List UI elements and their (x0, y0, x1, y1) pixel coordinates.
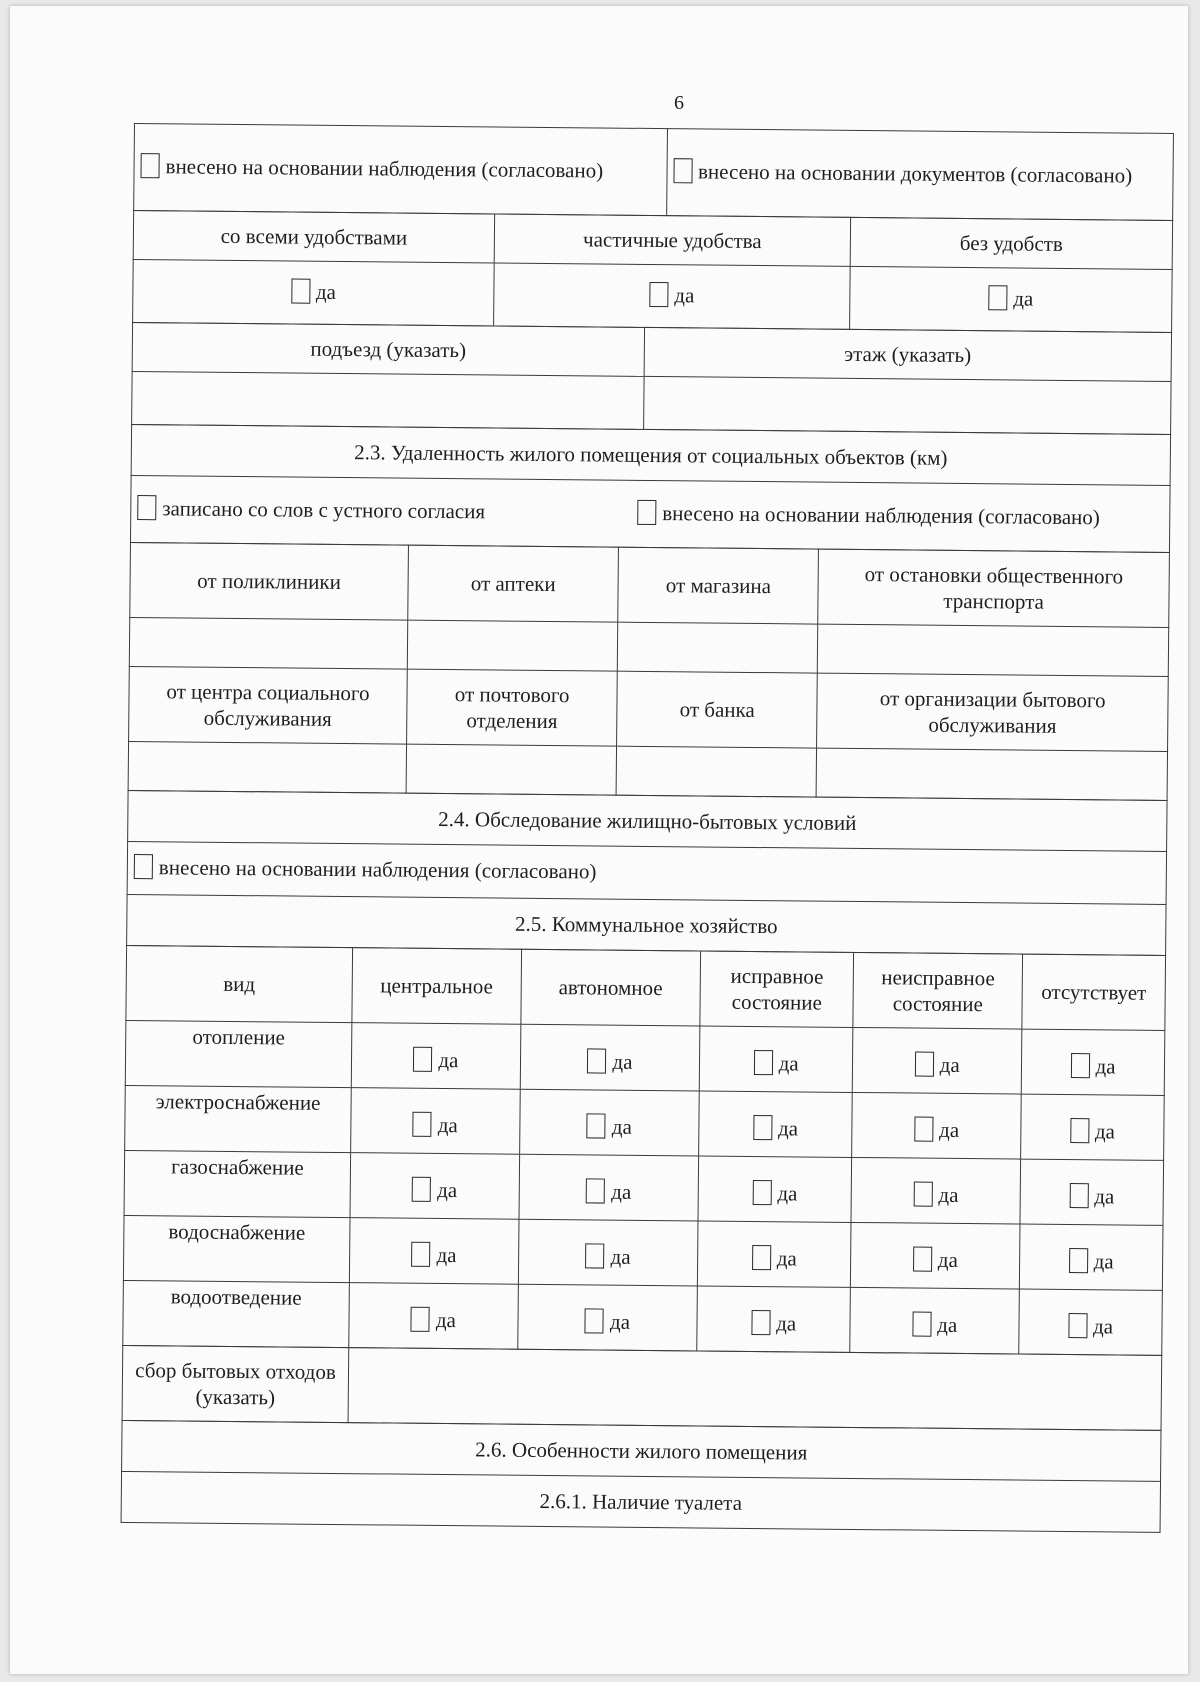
utility-row-label: отопление (125, 1020, 352, 1087)
survey-form (121, 124, 1174, 1533)
oral-consent-label: записано со слов с устного согласия (162, 496, 486, 524)
utility-row (123, 1280, 1163, 1355)
utility-row (124, 1150, 1164, 1225)
utility-option-cell (520, 1024, 700, 1091)
yes-label: да (436, 1243, 457, 1268)
consent-documents-label: внесено на основании документов (согласовано) (697, 159, 1133, 188)
yes-label: да (1094, 1184, 1115, 1209)
yes-label: да (611, 1179, 632, 1204)
distance-header-bank: от банка (617, 671, 818, 748)
entrance-label: подъезд (указать) (132, 322, 644, 376)
utility-checkbox[interactable] (585, 1308, 604, 1333)
utility-checkbox[interactable] (1068, 1313, 1087, 1338)
utility-checkbox[interactable] (1069, 1183, 1088, 1208)
utility-option-cell (699, 1091, 853, 1157)
utilities-col-broken: неисправное состояние (853, 952, 1023, 1029)
utility-option-cell (519, 1089, 699, 1156)
utility-option-cell (518, 1284, 698, 1351)
utility-checkbox[interactable] (754, 1050, 773, 1075)
section-2-4-table (126, 790, 1167, 956)
utility-option-cell (851, 1222, 1020, 1289)
utility-checkbox[interactable] (411, 1242, 430, 1267)
distance-header-clinic: от поликлиники (130, 542, 409, 620)
utility-checkbox[interactable] (912, 1311, 931, 1336)
distance-table (128, 542, 1170, 801)
entrance-floor-table (131, 322, 1172, 435)
utility-option-cell (853, 1027, 1022, 1094)
utility-option-cell (851, 1157, 1020, 1224)
utility-checkbox[interactable] (753, 1115, 772, 1140)
distance-clinic-input[interactable] (129, 617, 407, 669)
yes-label: да (674, 283, 695, 308)
distance-header-pharmacy: от аптеки (408, 545, 619, 622)
yes-label: да (938, 1182, 959, 1208)
utility-row-label: водоснабжение (123, 1215, 350, 1282)
utility-checkbox[interactable] (413, 1047, 432, 1072)
utility-row (125, 1020, 1165, 1095)
yes-label: да (612, 1049, 633, 1074)
distance-header-transport-stop: от остановки общественного транспорта (818, 549, 1169, 627)
utility-checkbox[interactable] (752, 1180, 771, 1205)
yes-label: да (1013, 286, 1034, 311)
utilities-table (122, 945, 1166, 1356)
amenities-header-partial: частичные удобства (494, 214, 850, 266)
yes-label: да (939, 1052, 960, 1078)
utility-option-cell (351, 1088, 520, 1155)
yes-label: да (776, 1311, 797, 1336)
utilities-col-type: вид (126, 945, 353, 1022)
utility-checkbox[interactable] (913, 1246, 932, 1271)
consent-observation-checkbox[interactable] (140, 153, 159, 178)
utility-option-cell (699, 1026, 853, 1092)
observation-2-4-checkbox[interactable] (134, 854, 153, 879)
utility-checkbox[interactable] (587, 1113, 606, 1138)
utility-option-cell (697, 1286, 851, 1352)
consent-observation-label: внесено на основании наблюдения (согласовано) (165, 154, 604, 183)
section-2-5-title: 2.5. Коммунальное хозяйство (127, 894, 1166, 955)
yes-label: да (777, 1116, 799, 1141)
utility-checkbox[interactable] (586, 1178, 605, 1203)
section-2-3-table (130, 424, 1171, 553)
section-2-3-options (130, 475, 1170, 552)
yes-label: да (437, 1178, 458, 1203)
yes-label: да (610, 1244, 631, 1269)
distance-social-center-input[interactable] (128, 741, 406, 793)
consent-observation-cell (134, 124, 667, 216)
yes-label: да (937, 1247, 958, 1273)
document-page (10, 6, 1188, 1674)
distance-shop-input[interactable] (618, 622, 818, 673)
waste-label: сбор бытовых отходов (указать) (122, 1345, 349, 1422)
utility-row-label: водоотведение (123, 1280, 350, 1347)
yes-label: да (777, 1181, 798, 1206)
observation-2-3-label: внесено на основании наблюдения (согласовано) (662, 501, 1100, 530)
page-number: 6 (674, 92, 684, 114)
utility-option-cell (351, 1023, 520, 1090)
utilities-col-absent: отсутствует (1022, 954, 1166, 1030)
utility-option-cell (1021, 1094, 1164, 1160)
utility-checkbox[interactable] (412, 1177, 431, 1202)
utility-checkbox[interactable] (915, 1051, 934, 1076)
utility-checkbox[interactable] (1070, 1118, 1089, 1143)
yes-label: да (435, 1308, 457, 1333)
utility-option-cell (518, 1219, 698, 1286)
utility-option-cell (1021, 1029, 1164, 1095)
utility-row-label: газоснабжение (124, 1150, 351, 1217)
yes-label: да (938, 1117, 960, 1143)
yes-label: да (609, 1309, 631, 1334)
utility-checkbox[interactable] (411, 1307, 430, 1332)
amenities-partial-checkbox[interactable] (649, 282, 668, 307)
utilities-col-central: центральное (352, 948, 522, 1025)
consent-documents-cell (666, 129, 1173, 221)
section-2-4-title: 2.4. Обследование жилищно-бытовых условий (128, 790, 1167, 851)
distance-header-shop: от магазина (618, 547, 819, 624)
utility-option-cell (850, 1287, 1019, 1354)
utility-option-cell (852, 1092, 1021, 1159)
section-2-6-1-title: 2.6.1. Наличие туалета (121, 1471, 1160, 1532)
yes-label: да (438, 1048, 459, 1073)
utilities-col-autonomous: автономное (521, 949, 701, 1026)
observation-2-3-checkbox[interactable] (637, 500, 656, 525)
utility-checkbox[interactable] (413, 1112, 432, 1137)
utility-option-cell (1020, 1159, 1163, 1225)
section-2-6-title: 2.6. Особенности жилого помещения (122, 1420, 1161, 1481)
consent-table (133, 123, 1174, 221)
distance-header-social-center: от центра социального обслуживания (129, 666, 408, 744)
distance-pharmacy-input[interactable] (407, 620, 618, 671)
section-2-6-table (121, 1420, 1162, 1533)
utility-checkbox[interactable] (751, 1310, 770, 1335)
utility-checkbox[interactable] (1070, 1053, 1089, 1078)
amenities-partial-yes (494, 263, 850, 329)
utility-checkbox[interactable] (1069, 1248, 1088, 1273)
amenities-full-checkbox[interactable] (291, 278, 310, 303)
utility-checkbox[interactable] (587, 1048, 606, 1073)
utility-checkbox[interactable] (914, 1116, 933, 1141)
utility-option-cell (697, 1221, 851, 1287)
utility-row-label: электроснабжение (125, 1085, 352, 1152)
utility-checkbox[interactable] (752, 1245, 771, 1270)
waste-input[interactable] (348, 1348, 1162, 1431)
distance-post-office-input[interactable] (406, 744, 617, 795)
distance-header-post-office: от почтового отделения (406, 669, 617, 746)
yes-label: да (611, 1114, 632, 1139)
yes-label: да (1092, 1314, 1114, 1339)
utility-row (125, 1085, 1165, 1160)
utility-checkbox[interactable] (913, 1181, 932, 1206)
utility-option-cell (349, 1218, 518, 1285)
consent-documents-checkbox[interactable] (673, 158, 692, 183)
yes-label: да (1094, 1119, 1116, 1144)
amenities-full-yes (133, 259, 495, 325)
observation-2-4-label: внесено на основании наблюдения (согласовано) (158, 855, 597, 884)
utility-option-cell (1019, 1289, 1162, 1355)
yes-label: да (778, 1051, 799, 1076)
amenities-table (132, 210, 1173, 333)
yes-label: да (1093, 1249, 1114, 1274)
utility-option-cell (1020, 1224, 1163, 1290)
distance-bank-input[interactable] (616, 746, 816, 797)
amenities-header-full: со всеми удобствами (133, 211, 495, 263)
amenities-none-yes (849, 266, 1172, 332)
distance-transport-input[interactable] (818, 624, 1169, 676)
yes-label: да (437, 1113, 458, 1138)
utility-checkbox[interactable] (585, 1243, 604, 1268)
waste-table (122, 1345, 1163, 1431)
yes-label: да (776, 1246, 797, 1271)
utilities-col-working: исправное состояние (700, 951, 854, 1027)
amenities-none-checkbox[interactable] (988, 285, 1007, 310)
distance-household-input[interactable] (816, 748, 1167, 800)
section-2-3-title: 2.3. Удаленность жилого помещения от социальных объектов (км) (131, 424, 1170, 485)
utility-option-cell (350, 1153, 519, 1220)
amenities-header-none: без удобств (850, 217, 1173, 269)
entrance-input[interactable] (132, 371, 644, 429)
utility-option-cell (698, 1156, 852, 1222)
utility-option-cell (519, 1154, 699, 1221)
distance-header-household-services: от организации бытового обслуживания (817, 673, 1168, 751)
yes-label: да (937, 1312, 958, 1338)
floor-input[interactable] (643, 376, 1171, 434)
floor-label: этаж (указать) (644, 327, 1172, 381)
yes-label: да (315, 279, 337, 305)
utility-option-cell (349, 1283, 518, 1350)
utility-row (123, 1215, 1163, 1290)
yes-label: да (1095, 1054, 1116, 1079)
oral-consent-checkbox[interactable] (137, 495, 156, 520)
